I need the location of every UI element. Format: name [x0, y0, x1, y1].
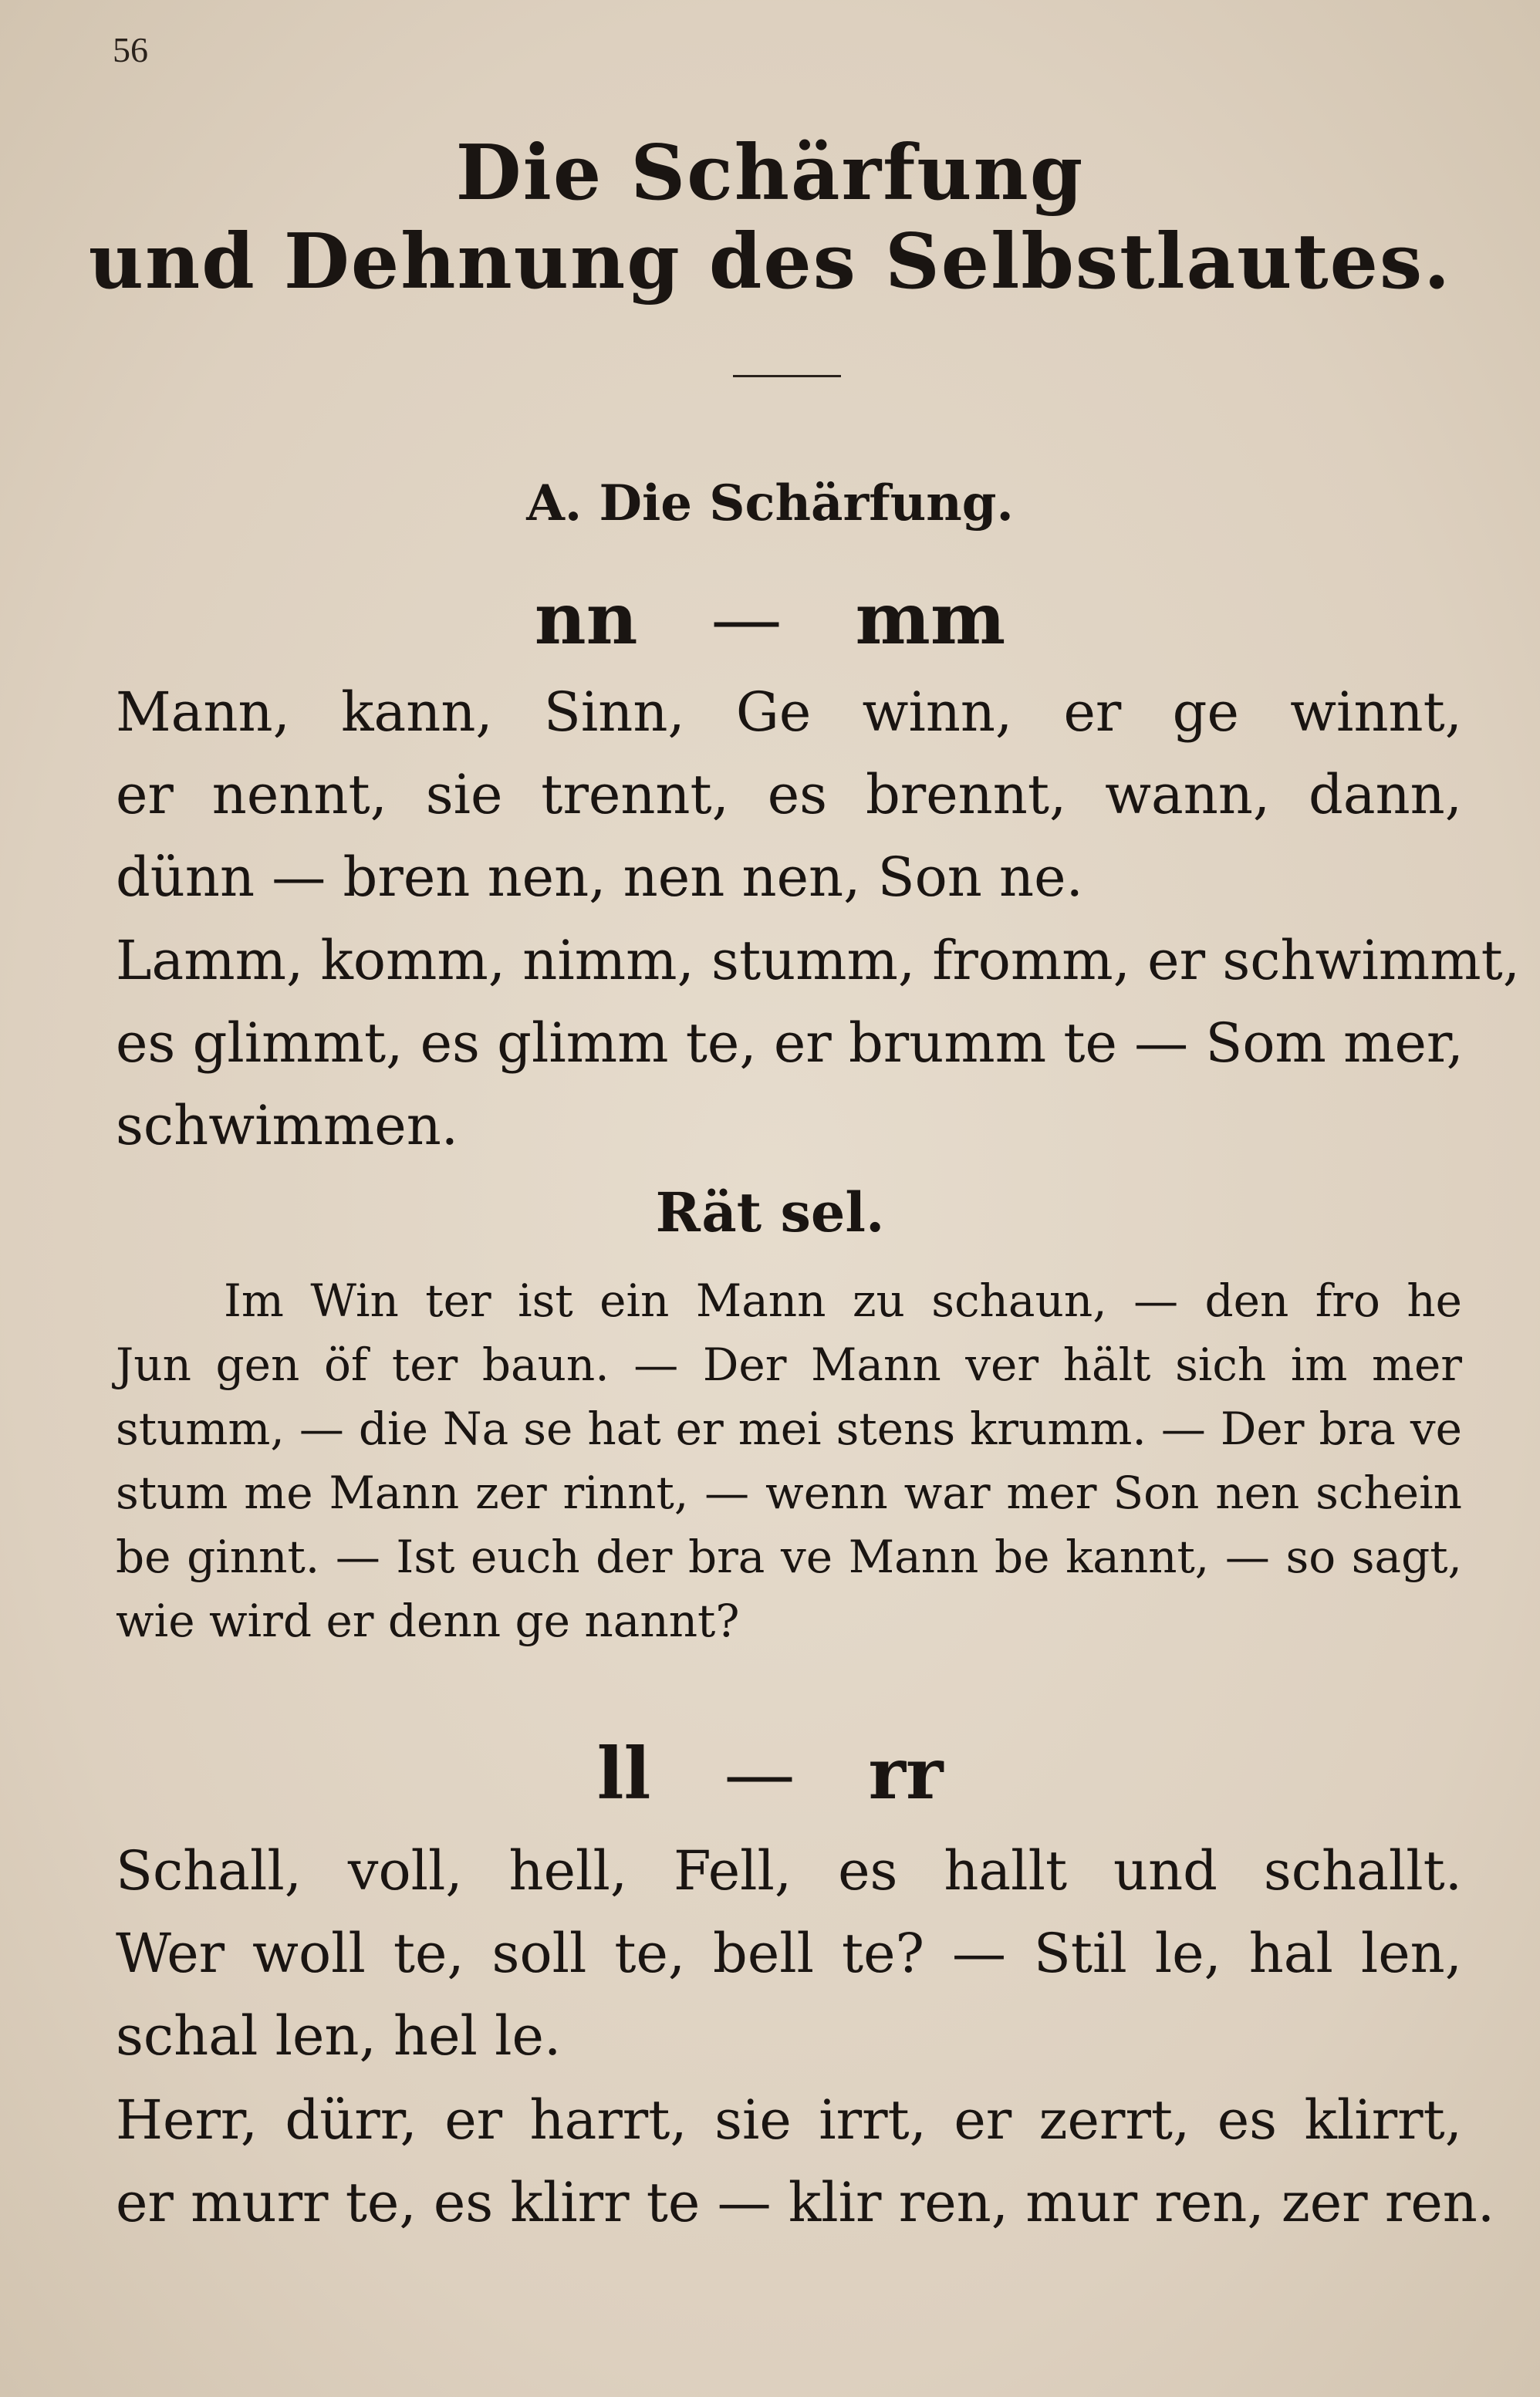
text-line: Herr, dürr, er harrt, sie irrt, er zerrt, es klirrt,: [116, 2088, 1462, 2152]
text-line: Mann, kann, Sinn, Ge winn, er ge winnt,: [116, 680, 1462, 744]
text-line: er murr te, es klirr te — klir ren, mur ren, zer ren.: [116, 2171, 1495, 2234]
text-line: Schall, voll, hell, Fell, es hallt und schallt.: [116, 1839, 1462, 1902]
text-line: dünn — bren nen, nen nen, Son ne.: [116, 846, 1083, 909]
text-line: es glimmt, es glimm te, er brumm te — Som mer,: [116, 1011, 1464, 1075]
pair-heading-left: nn: [534, 577, 638, 660]
text-line: Wer woll te, soll te, bell te? — Stil le, hal len,: [116, 1922, 1462, 1985]
riddle-line: wie wird er denn ge nannt?: [116, 1595, 740, 1647]
riddle-line: stumm, — die Na se hat er mei stens krumm. — Der bra ve: [116, 1403, 1462, 1455]
section-heading: A. Die Schärfung.: [526, 474, 1014, 532]
word-block-ll: [116, 1830, 1462, 2078]
pair-heading-separator: —: [724, 1733, 795, 1815]
title-divider: [733, 375, 841, 377]
text-line: Lamm, komm, nimm, stumm, fromm, er schwimmt,: [116, 929, 1520, 992]
riddle-title: Rät sel.: [655, 1180, 885, 1244]
text-line: schal len, hel le.: [116, 2004, 562, 2068]
pair-heading-separator: —: [711, 578, 782, 660]
pair-heading-right: mm: [855, 577, 1006, 660]
word-block-nn: [116, 671, 1462, 919]
text-line: er nennt, sie trennt, es brennt, wann, dann,: [116, 763, 1462, 826]
text-line: schwimmen.: [116, 1094, 459, 1157]
chapter-title-line-1: Die Schärfung: [455, 129, 1085, 218]
riddle-line: Im Win ter ist ein Mann zu schaun, — den fro he: [224, 1274, 1462, 1327]
riddle-line: be ginnt. — Ist euch der bra ve Mann be kannt, — so sagt,: [116, 1531, 1462, 1583]
pair-heading-ll-rr: [0, 1732, 1540, 1815]
riddle-text: [116, 1269, 1462, 1653]
pair-heading-right: rr: [868, 1732, 944, 1815]
pair-heading-left: ll: [596, 1732, 651, 1815]
riddle-line: stum me Mann zer rinnt, — wenn war mer Son nen schein: [116, 1467, 1462, 1519]
word-block-mm: [116, 920, 1520, 1167]
riddle-line: Jun gen öf ter baun. — Der Mann ver hält sich im mer: [116, 1339, 1462, 1391]
pair-heading-nn-mm: [0, 577, 1540, 660]
word-block-rr: [116, 2079, 1495, 2244]
chapter-title-line-2: und Dehnung des Selbstlautes.: [88, 218, 1452, 306]
page-number: 56: [113, 30, 148, 69]
